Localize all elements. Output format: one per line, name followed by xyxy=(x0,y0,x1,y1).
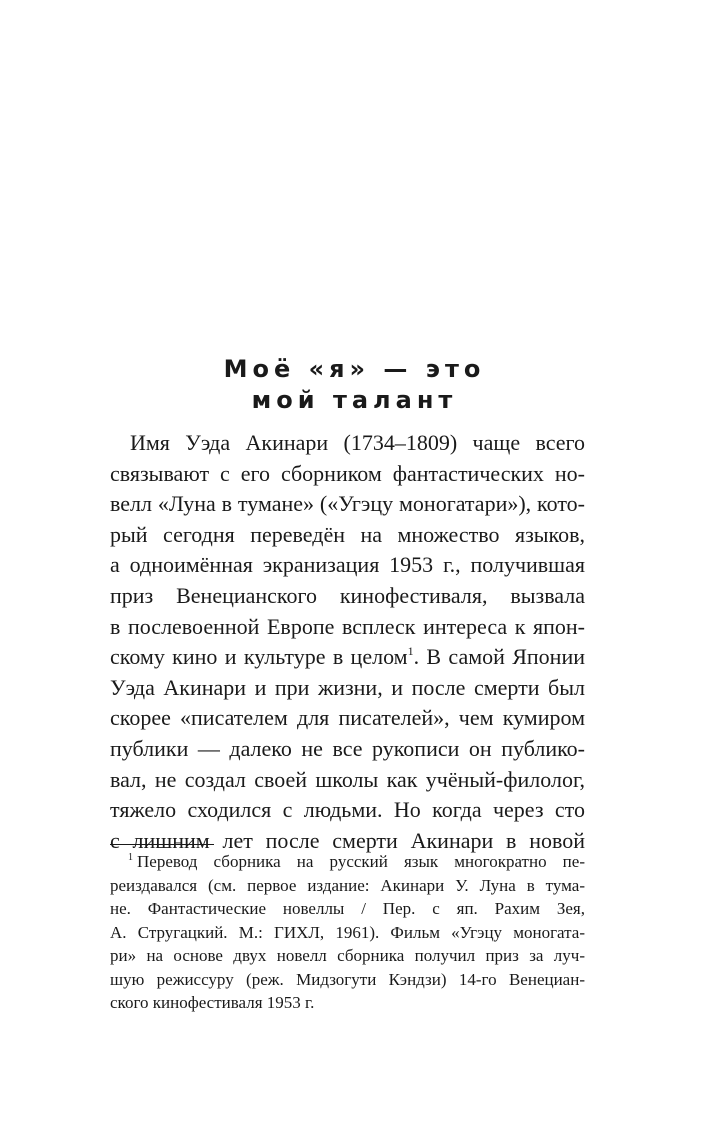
body-line: велл «Луна в тумане» («Угэцу моногатари»), кото- xyxy=(110,491,585,517)
body-line: скорее «писателем для писателей», чем кумиром xyxy=(110,705,585,731)
footnote-mark: 1 xyxy=(128,852,133,863)
body-line-text: скому кино и культуре в целом xyxy=(110,644,408,670)
footnote-line: шую режиссуру (реж. Мидзогути Кэндзи) 14-го Венециан- xyxy=(110,969,585,989)
chapter-title-line-1: Моё «я» — это xyxy=(223,355,486,383)
footnote-line: А. Стругацкий. М.: ГИХЛ, 1961). Фильм «Угэцу моногата- xyxy=(110,922,585,942)
footnote-line: реиздавался (см. первое издание: Акинари У. Луна в тума- xyxy=(110,875,585,895)
body-line: в послевоенной Европе всплеск интереса к япон- xyxy=(110,613,585,639)
footnote-line: не. Фантастические новеллы / Пер. с яп. Рахим Зея, xyxy=(110,899,585,918)
footnote-reference[interactable]: 1 xyxy=(407,644,414,659)
body-line: вал, не создал своей школы как учёный-филолог, xyxy=(110,766,585,792)
footnote-line: ского кинофестиваля 1953 г. xyxy=(110,993,315,1012)
footnote-divider xyxy=(110,844,214,845)
body-paragraph xyxy=(110,428,585,856)
body-line: рый сегодня переведён на множество языков, xyxy=(110,521,585,547)
body-line: Уэда Акинари и при жизни, и после смерти был xyxy=(110,674,585,700)
footnote xyxy=(110,850,585,1015)
body-line-text: . В самой Японии xyxy=(413,644,585,670)
chapter-title-line-2: мой талант xyxy=(251,386,458,414)
footnote-line xyxy=(110,850,585,874)
footnote-line-text: Перевод сборника на русский язык многократно пе- xyxy=(137,852,585,871)
body-line: публики — далеко не все рукописи он публико- xyxy=(110,735,585,761)
footnote-line: ри» на основе двух новелл сборника получил приз за луч- xyxy=(110,946,585,965)
body-line: приз Венецианского кинофестиваля, вызвала xyxy=(110,582,585,608)
body-line: с лишним лет после смерти Акинари в новой xyxy=(110,827,585,853)
body-line: а одноимённая экранизация 1953 г., получившая xyxy=(110,552,585,578)
body-line: Имя Уэда Акинари (1734–1809) чаще всего xyxy=(130,430,585,455)
body-line: связывают с его сборником фантастических но- xyxy=(110,460,585,486)
body-line: тяжело сходился с людьми. Но когда через сто xyxy=(110,797,585,823)
body-line-with-footnote xyxy=(110,642,585,673)
